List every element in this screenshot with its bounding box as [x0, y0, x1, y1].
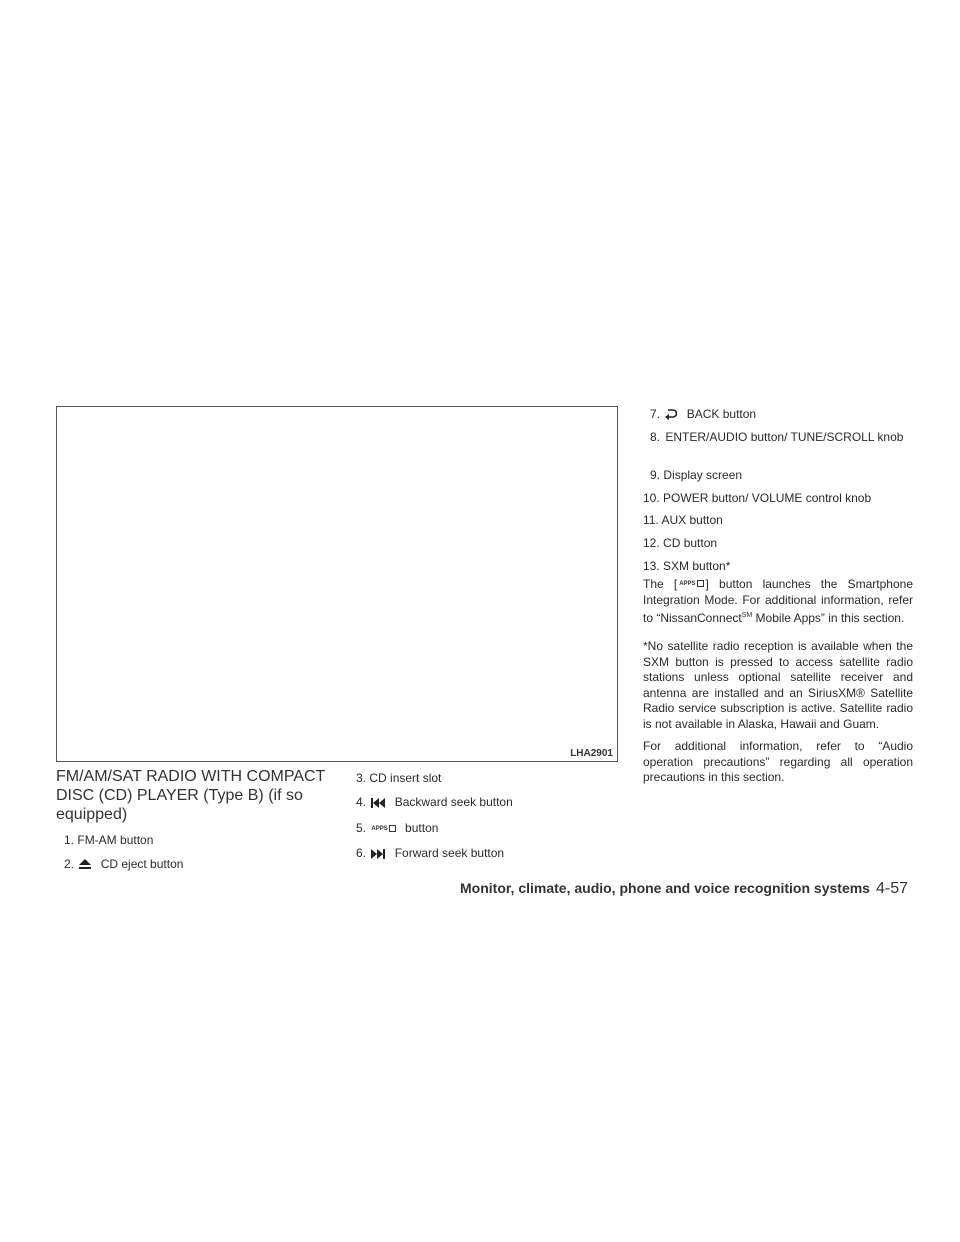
satellite-note-paragraph: *No satellite radio reception is available when the SXM button is pressed to access satellite radio stations unless optional satellite receiver and antenna are installed and an SiriusXM® Satellite Radio service subscription is active. Satellite radio is not available in Alaska, Hawaii and Guam. [643, 639, 913, 731]
list-item-11: 11. AUX button [643, 513, 723, 527]
list-item-2: 2. CD eject button [64, 857, 184, 871]
list-item-12: 12. CD button [643, 536, 718, 550]
footer-chapter-title: Monitor, climate, audio, phone and voice recognition systems [460, 880, 870, 896]
list-item-4: 4. Backward seek button [356, 795, 513, 809]
page-footer [460, 880, 908, 898]
eject-icon [79, 859, 91, 870]
apps-note-paragraph: The [ APPS ] button launches the Smartphone Integration Mode. For additional information, refer to “NissanConnect℠ Mobile Apps” in this section. [643, 577, 913, 626]
apps-icon-inline: APPS [679, 577, 703, 593]
forward-seek-icon [371, 849, 385, 859]
additional-info-paragraph: For additional information, refer to “Audio operation precautions” regarding all operation precautions in this section. [643, 739, 913, 784]
list-item-1: 1. FM-AM button [64, 833, 154, 847]
list-item-3: 3. CD insert slot [356, 771, 442, 785]
list-item-13: 13. SXM button* [643, 559, 731, 573]
list-item-9: 9. Display screen [650, 468, 743, 482]
section-title: FM/AM/SAT RADIO WITH COMPACT DISC (CD) PLAYER (Type B) (if so equipped) [56, 768, 326, 823]
page-number: 4-57 [875, 880, 908, 897]
list-item-6: 6. Forward seek button [356, 846, 505, 860]
list-item-8: 8. ENTER/AUDIO button/ TUNE/SCROLL knob [650, 430, 904, 444]
list-item-5: 5. APPS button [356, 821, 439, 835]
figure-frame [56, 406, 618, 762]
list-item-10: 10. POWER button/ VOLUME control knob [643, 491, 872, 505]
figure-id: LHA2901 [570, 748, 613, 759]
list-item-7: 7. BACK button [650, 407, 757, 421]
back-arrow-icon [665, 409, 677, 420]
apps-icon: APPS [371, 822, 395, 836]
backward-seek-icon [371, 798, 385, 808]
